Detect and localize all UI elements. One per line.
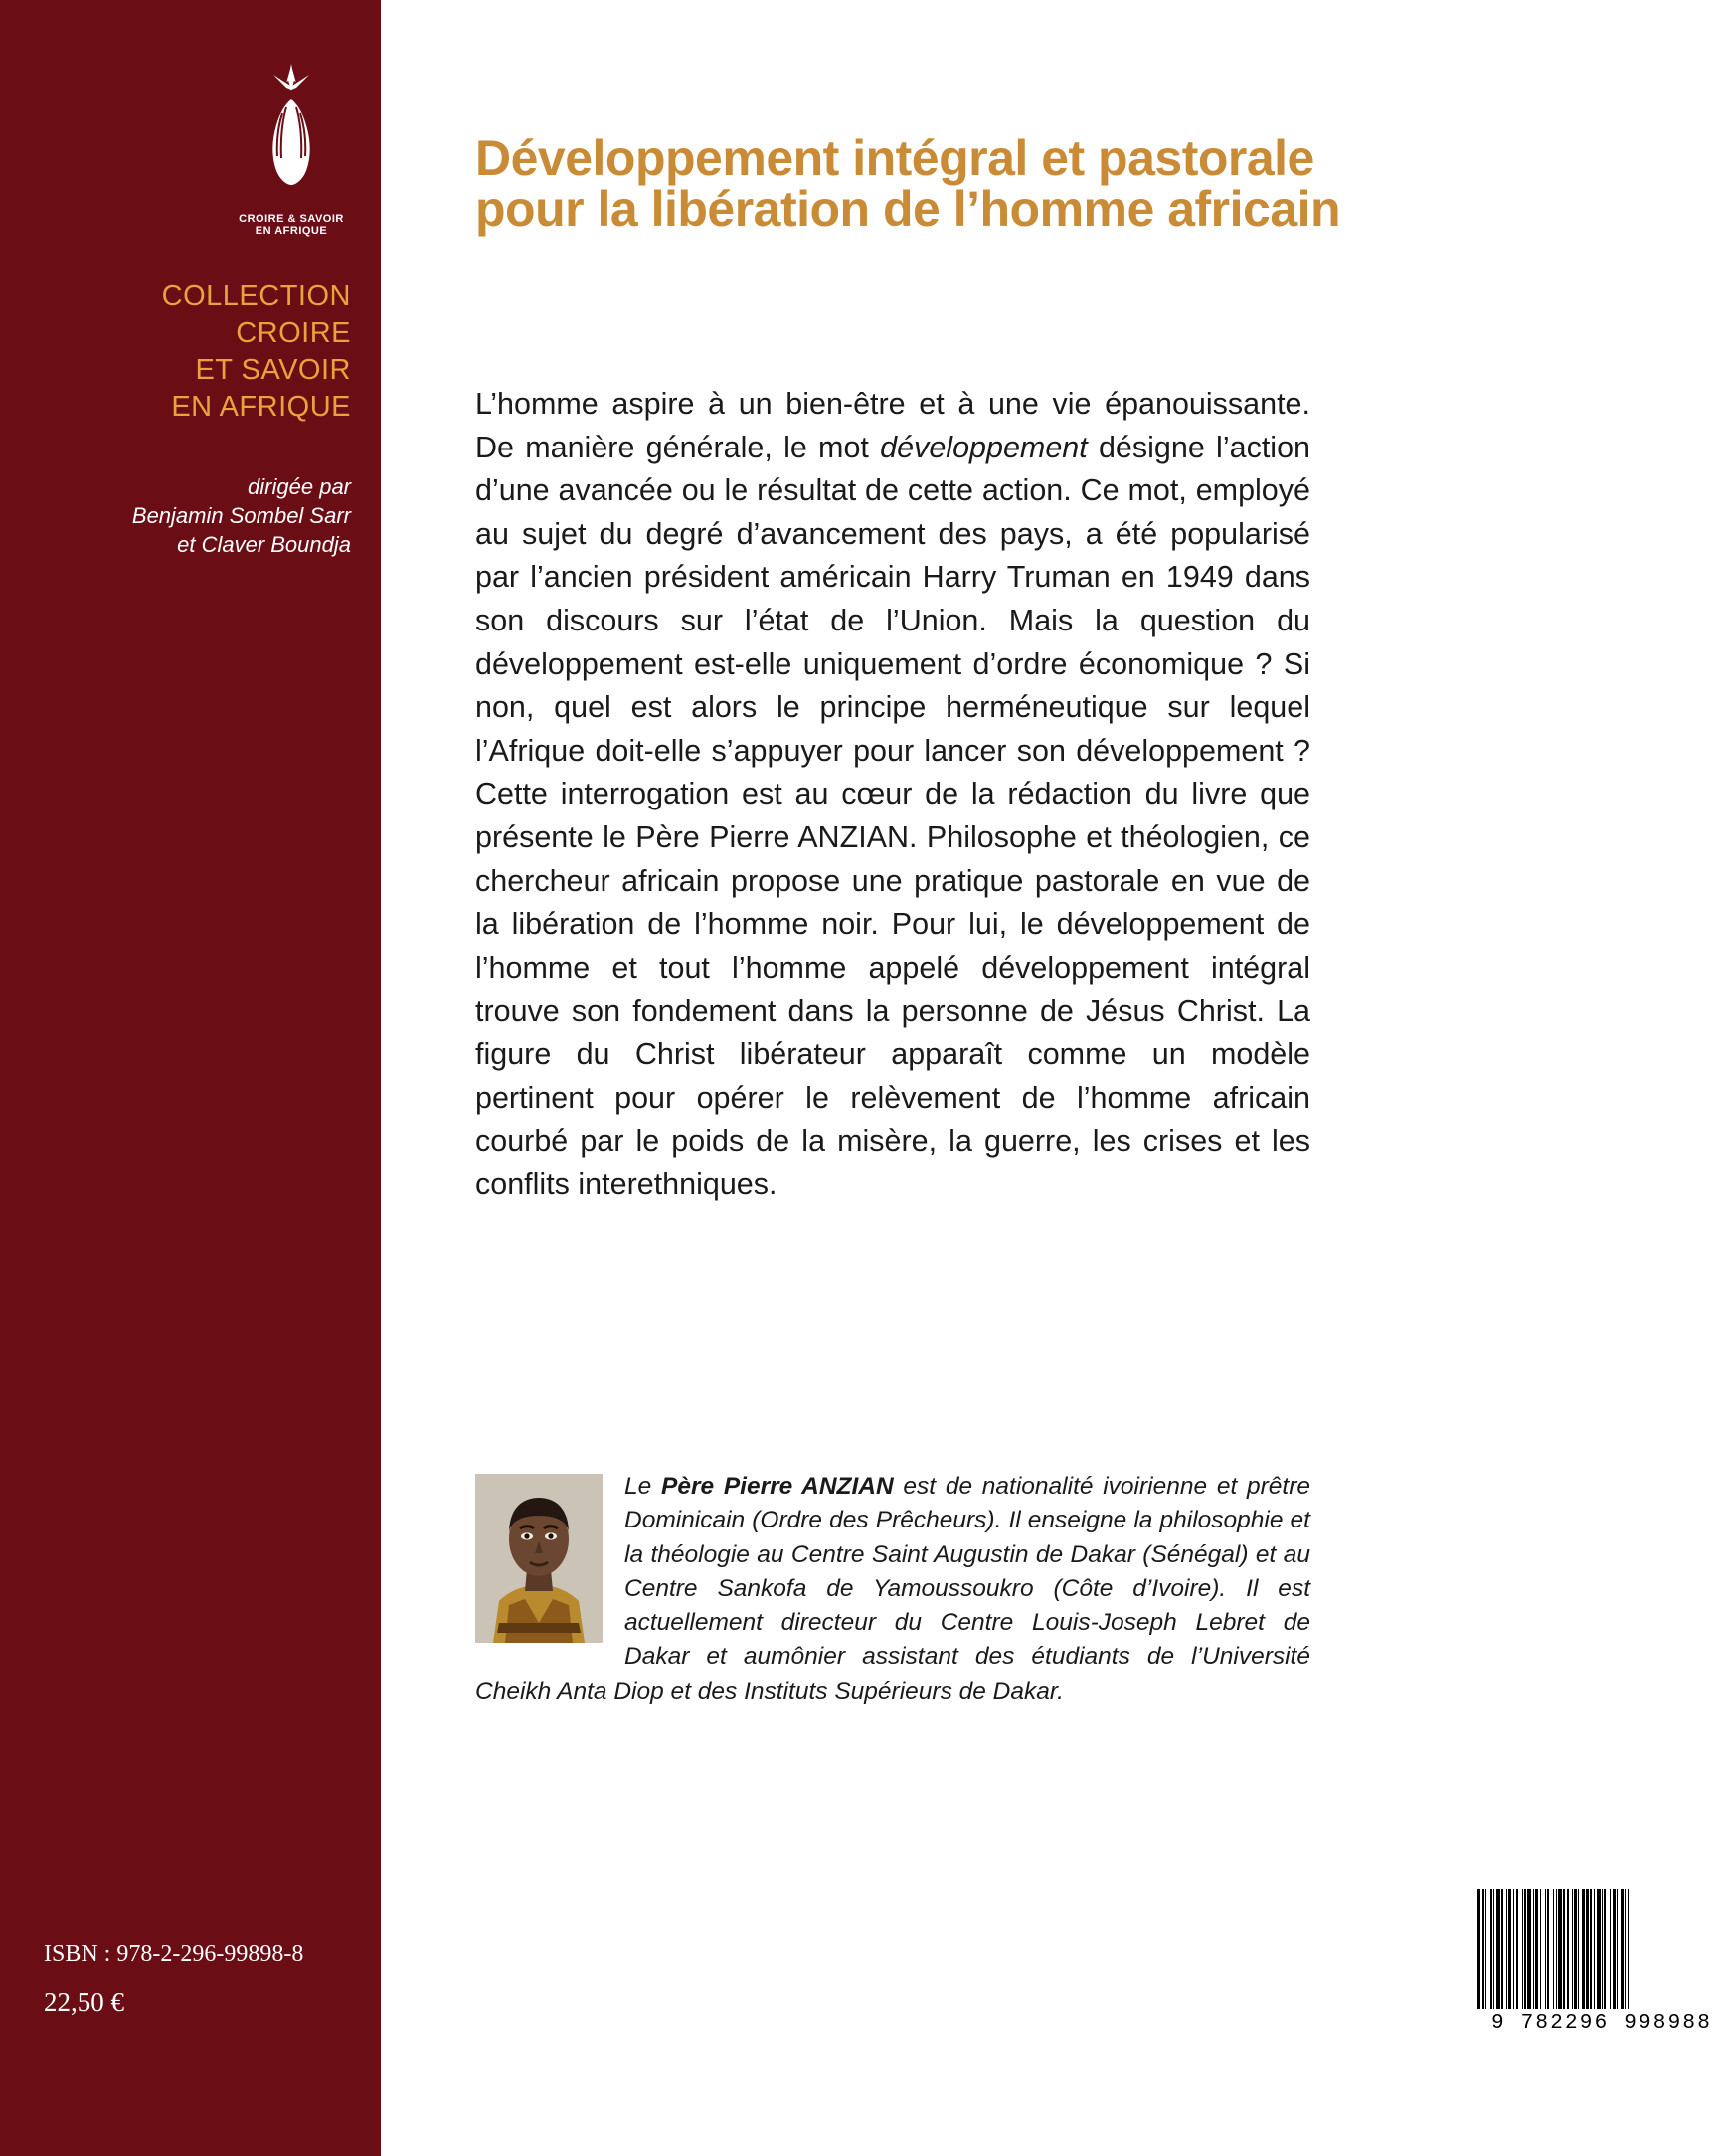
logo-caption-line1: CROIRE & SAVOIR bbox=[239, 213, 344, 225]
collection-title-line-2: CROIRE bbox=[236, 317, 351, 350]
isbn-barcode bbox=[1477, 1889, 1726, 2035]
author-portrait-illustration bbox=[475, 1474, 603, 1643]
barcode-digits: 9 782296 998988 bbox=[1490, 2012, 1713, 2035]
price-text: 22,50 € bbox=[44, 1987, 124, 2017]
blurb-part-1: L’homme aspire à un bien-être et à une vie épanouissante. De manière générale, le mot bbox=[475, 387, 1310, 464]
logo-caption-line2: EN AFRIQUE bbox=[255, 225, 328, 237]
collection-title-line-3: ET SAVOIR bbox=[195, 354, 351, 387]
collection-title bbox=[23, 278, 351, 426]
author-bio bbox=[475, 1470, 1310, 1708]
editor-name-1: Benjamin Sombel Sarr bbox=[131, 503, 351, 529]
bio-part-2: est de nationalité ivoirienne et prêtre Dominicain (Ordre des Prêcheurs). Il enseigne la philosophie et la théologie au Centre Saint Augustin de Dakar (Sénégal) et au Centre Sankofa de Yamoussoukro (Côte d’Ivoire). Il est actuellement directeur du Centre Louis-Joseph Lebret de Dakar et aumônier assistant des étudiants de l’Université Cheikh Anta Diop et des Instituts Supérieurs de Dakar. bbox=[475, 1473, 1310, 1705]
author-portrait bbox=[475, 1474, 603, 1643]
author-name: Père Pierre ANZIAN bbox=[660, 1473, 894, 1500]
collection-title-line-4: EN AFRIQUE bbox=[171, 391, 351, 424]
blurb-italic-word: développement bbox=[880, 430, 1088, 464]
collection-title-line-1: COLLECTION bbox=[161, 280, 351, 312]
isbn-text: ISBN : 978-2-296-99898-8 bbox=[44, 1941, 304, 1967]
bio-part-1: Le bbox=[624, 1473, 661, 1500]
back-cover-content bbox=[475, 0, 1713, 2156]
editor-name-2: et Claver Boundja bbox=[177, 532, 351, 558]
praying-hands-star-icon bbox=[237, 62, 346, 211]
directed-by-label: dirigée par bbox=[248, 474, 351, 499]
collection-editors bbox=[23, 472, 351, 559]
publisher-logo bbox=[234, 62, 349, 261]
collection-panel bbox=[0, 0, 381, 2156]
book-title: Développement intégral et pastorale pour la libération de l’homme africain bbox=[475, 129, 1341, 237]
barcode-bars bbox=[1477, 1889, 1726, 2009]
blurb-text bbox=[475, 383, 1310, 1207]
blurb-part-2: désigne l’action d’une avancée ou le résultat de cette action. Ce mot, employé au sujet du degré d’avancement des pays, a été popularisé par l’ancien président américain Harry Truman en 1949 dans son discours sur l’état de l’Union. Mais la question du développement est-elle uniquement d’ordre économique ? Si non, quel est alors le principe herméneutique sur lequel l’Afrique doit-elle s’appuyer pour lancer son développement ? Cette interrogation est au cœur de la rédaction du livre que présente le Père Pierre ANZIAN. Philosophe et théologien, ce chercheur africain propose une pratique pastorale en vue de la libération de l’homme noir. Pour lui, le développement de l’homme et tout l’homme appelé développement intégral trouve son fondement dans la personne de Jésus Christ. La figure du Christ libérateur apparaît comme un modèle pertinent pour opérer le relèvement de l’homme africain courbé par le poids de la misère, la guerre, les crises et les conflits interethniques. bbox=[475, 430, 1310, 1201]
